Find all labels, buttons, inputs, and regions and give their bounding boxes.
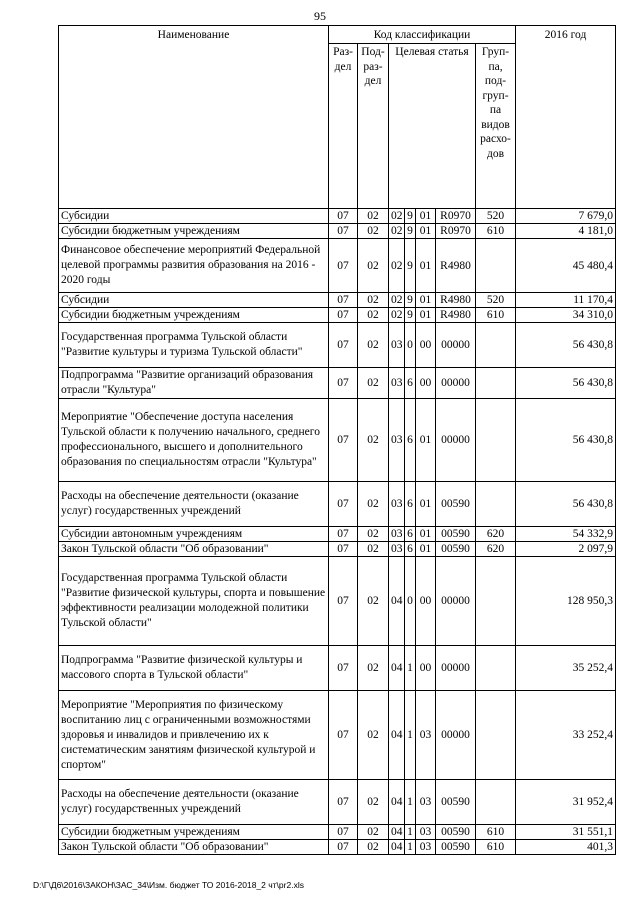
row-section: 07 [329,542,358,557]
table-row [59,308,616,323]
row-subsection: 02 [358,527,389,542]
row-name: Расходы на обеспечение деятельности (оказание услуг) государственных учреждений [59,780,329,825]
budget-table [58,25,616,855]
row-subprogram: 9 [405,224,416,239]
row-event: 01 [416,527,436,542]
row-subsection: 02 [358,308,389,323]
table-row [59,209,616,224]
row-section: 07 [329,780,358,825]
table-row [59,542,616,557]
row-direction: 00000 [436,646,476,691]
row-direction: R0970 [436,224,476,239]
table-row [59,224,616,239]
row-name: Закон Тульской области "Об образовании" [59,840,329,855]
row-name: Субсидии бюджетным учреждениям [59,308,329,323]
row-subprogram: 6 [405,368,416,399]
row-subprogram: 9 [405,239,416,293]
row-subprogram: 6 [405,399,416,482]
row-program: 04 [389,780,405,825]
table-row [59,646,616,691]
header-classification-code: Код классификации [329,26,516,44]
row-amount: 33 252,4 [516,691,616,780]
row-section: 07 [329,209,358,224]
row-expense-group: 520 [476,293,516,308]
row-amount: 128 950,3 [516,557,616,646]
header-target-article: Целевая статья [389,44,476,209]
row-name: Субсидии бюджетным учреждениям [59,825,329,840]
row-program: 02 [389,224,405,239]
row-expense-group: 610 [476,224,516,239]
row-direction: 00000 [436,557,476,646]
table-row [59,399,616,482]
table-row [59,323,616,368]
row-expense-group [476,780,516,825]
row-direction: 00000 [436,368,476,399]
row-event: 03 [416,825,436,840]
row-amount: 56 430,8 [516,482,616,527]
row-amount: 56 430,8 [516,323,616,368]
row-section: 07 [329,557,358,646]
row-expense-group: 520 [476,209,516,224]
row-amount: 2 097,9 [516,542,616,557]
row-name: Мероприятие "Обеспечение доступа населения Тульской области к получению начального, среднего профессионального, высшего и дополнительного образования по специальностям отрасли "Культура" [59,399,329,482]
row-event: 00 [416,323,436,368]
table-row [59,293,616,308]
row-event: 01 [416,293,436,308]
row-event: 01 [416,482,436,527]
table-row [59,527,616,542]
row-section: 07 [329,239,358,293]
row-event: 01 [416,308,436,323]
row-event: 00 [416,557,436,646]
row-direction: 00590 [436,482,476,527]
row-expense-group [476,323,516,368]
row-name: Финансовое обеспечение мероприятий Федеральной целевой программы развития образования на 2016 - 2020 годы [59,239,329,293]
table-row [59,780,616,825]
row-name: Субсидии бюджетным учреждениям [59,224,329,239]
row-name: Подпрограмма "Развитие физической культуры и массового спорта в Тульской области" [59,646,329,691]
row-program: 03 [389,323,405,368]
table-row [59,239,616,293]
row-direction: R4980 [436,293,476,308]
row-expense-group [476,399,516,482]
row-direction: 00000 [436,399,476,482]
row-expense-group [476,239,516,293]
row-section: 07 [329,825,358,840]
row-section: 07 [329,368,358,399]
row-amount: 4 181,0 [516,224,616,239]
row-expense-group [476,482,516,527]
row-program: 02 [389,239,405,293]
row-program: 03 [389,399,405,482]
row-expense-group: 610 [476,840,516,855]
row-program: 04 [389,840,405,855]
table-row [59,840,616,855]
row-direction: 00590 [436,542,476,557]
row-subprogram: 1 [405,691,416,780]
row-subprogram: 1 [405,840,416,855]
row-program: 03 [389,527,405,542]
row-subsection: 02 [358,323,389,368]
row-event: 00 [416,368,436,399]
row-subsection: 02 [358,399,389,482]
row-amount: 7 679,0 [516,209,616,224]
row-event: 03 [416,780,436,825]
row-subprogram: 9 [405,209,416,224]
row-name: Государственная программа Тульской области "Развитие физической культуры, спорта и повышение эффективности реализации молодежной политики Тульской области" [59,557,329,646]
page-number: 95 [314,9,326,23]
row-program: 03 [389,368,405,399]
row-section: 07 [329,527,358,542]
row-section: 07 [329,646,358,691]
row-section: 07 [329,293,358,308]
table-body [59,209,616,855]
row-expense-group: 620 [476,542,516,557]
table-row [59,825,616,840]
row-amount: 56 430,8 [516,368,616,399]
row-subsection: 02 [358,825,389,840]
row-event: 01 [416,399,436,482]
row-section: 07 [329,323,358,368]
row-subprogram: 1 [405,825,416,840]
row-direction: R0970 [436,209,476,224]
row-subsection: 02 [358,368,389,399]
row-program: 02 [389,308,405,323]
row-direction: 00590 [436,825,476,840]
row-program: 04 [389,825,405,840]
row-program: 02 [389,209,405,224]
row-direction: 00000 [436,691,476,780]
row-section: 07 [329,224,358,239]
row-name: Расходы на обеспечение деятельности (оказание услуг) государственных учреждений [59,482,329,527]
row-subprogram: 0 [405,557,416,646]
row-program: 03 [389,482,405,527]
row-event: 01 [416,224,436,239]
row-amount: 31 551,1 [516,825,616,840]
row-program: 04 [389,691,405,780]
row-subsection: 02 [358,691,389,780]
row-section: 07 [329,691,358,780]
footer-file-path: D:\Г\Д6\2016\ЗАКОН\ЗАС_34\Изм. бюджет ТО 2016-2018_2 чт\pr2.xls [33,880,304,890]
row-event: 01 [416,542,436,557]
row-subprogram: 1 [405,780,416,825]
row-amount: 11 170,4 [516,293,616,308]
row-direction: R4980 [436,308,476,323]
row-section: 07 [329,482,358,527]
row-program: 04 [389,557,405,646]
row-expense-group: 610 [476,825,516,840]
row-name: Мероприятие "Мероприятия по физическому воспитанию лиц с ограниченными возможностями здоровья и инвалидов и привлечению их к систематическим занятиям физической культурой и спортом" [59,691,329,780]
row-expense-group [476,368,516,399]
row-section: 07 [329,308,358,323]
row-expense-group: 610 [476,308,516,323]
row-amount: 401,3 [516,840,616,855]
row-subprogram: 9 [405,293,416,308]
row-event: 03 [416,691,436,780]
header-group: Груп- па, под- груп- па видов расхо- дов [476,44,516,209]
row-program: 03 [389,542,405,557]
row-event: 01 [416,239,436,293]
row-event: 01 [416,209,436,224]
row-name: Подпрограмма "Развитие организаций образования отрасли "Культура" [59,368,329,399]
row-subsection: 02 [358,780,389,825]
row-direction: 00000 [436,323,476,368]
row-direction: R4980 [436,239,476,293]
row-subsection: 02 [358,840,389,855]
row-subsection: 02 [358,482,389,527]
row-subprogram: 0 [405,323,416,368]
row-subsection: 02 [358,542,389,557]
row-expense-group [476,646,516,691]
row-amount: 45 480,4 [516,239,616,293]
row-event: 00 [416,646,436,691]
row-subsection: 02 [358,557,389,646]
row-program: 04 [389,646,405,691]
header-row-top [59,26,616,44]
header-subsection: Под- раз- дел [358,44,389,209]
row-name: Субсидии [59,293,329,308]
row-subprogram: 1 [405,646,416,691]
row-subsection: 02 [358,224,389,239]
row-subsection: 02 [358,646,389,691]
row-subsection: 02 [358,209,389,224]
row-subprogram: 6 [405,542,416,557]
header-section: Раз- дел [329,44,358,209]
row-amount: 56 430,8 [516,399,616,482]
row-subsection: 02 [358,293,389,308]
table-row [59,691,616,780]
row-expense-group: 620 [476,527,516,542]
header-name: Наименование [59,26,329,209]
row-section: 07 [329,399,358,482]
row-name: Государственная программа Тульской области "Развитие культуры и туризма Тульской области" [59,323,329,368]
row-direction: 00590 [436,780,476,825]
row-program: 02 [389,293,405,308]
row-direction: 00590 [436,527,476,542]
row-expense-group [476,691,516,780]
table-row [59,557,616,646]
row-subprogram: 9 [405,308,416,323]
row-amount: 54 332,9 [516,527,616,542]
row-subprogram: 6 [405,482,416,527]
row-subsection: 02 [358,239,389,293]
table-row [59,368,616,399]
table-row [59,482,616,527]
row-direction: 00590 [436,840,476,855]
row-name: Субсидии [59,209,329,224]
row-amount: 35 252,4 [516,646,616,691]
row-name: Закон Тульской области "Об образовании" [59,542,329,557]
row-name: Субсидии автономным учреждениям [59,527,329,542]
row-amount: 34 310,0 [516,308,616,323]
row-subprogram: 6 [405,527,416,542]
row-section: 07 [329,840,358,855]
row-amount: 31 952,4 [516,780,616,825]
row-expense-group [476,557,516,646]
header-year: 2016 год [516,26,616,209]
row-event: 03 [416,840,436,855]
